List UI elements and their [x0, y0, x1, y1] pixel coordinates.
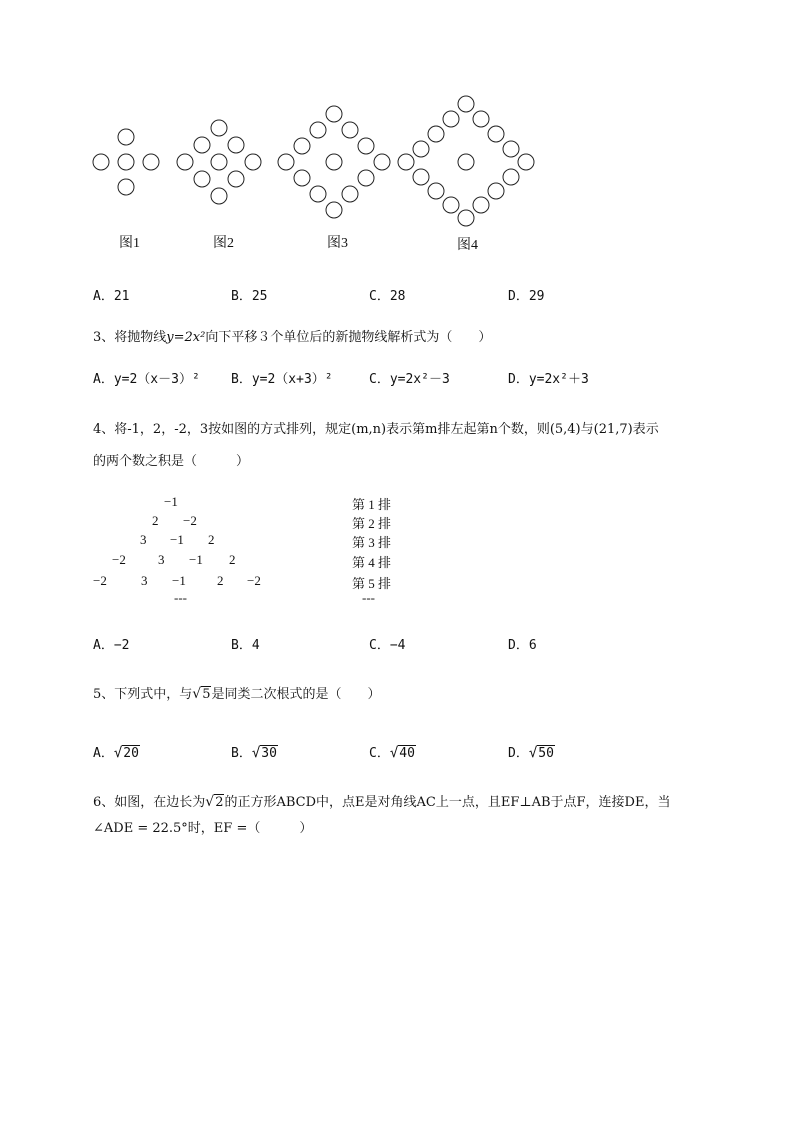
- q4-option-d: D．6: [508, 638, 537, 653]
- figure-1-label: 图1: [119, 236, 140, 251]
- row3-num3: 2: [208, 532, 215, 547]
- question-4-line-2: 的两个数之积是（ ）: [93, 454, 250, 469]
- question-6-line-2: ∠ADE = 22.5°时，EF =（ ）: [93, 821, 313, 836]
- question-3: 3、将抛物线y=2x²向下平移３个单位后的新抛物线解析式为（ ）: [93, 330, 492, 345]
- row4-num3: −1: [189, 552, 203, 567]
- figure-2-label: 图2: [213, 236, 234, 251]
- row2-num2: −2: [183, 513, 197, 528]
- sqrt-expression: √2: [205, 794, 224, 810]
- row1-num1: −1: [164, 494, 178, 509]
- row-label-3: 第 3 排: [352, 535, 392, 550]
- row-label-continuation: ---: [362, 590, 375, 605]
- figure-4: [398, 96, 534, 226]
- question-5: 5、下列式中，与√5是同类二次根式的是（ ）: [93, 686, 381, 702]
- question-6-line-1: 6、如图，在边长为√2的正方形ABCD中，点E是对角线AC上一点，且EF⊥AB于点F，连接DE，当: [93, 794, 671, 810]
- q3-option-b: B．y=2（x+3）²: [231, 372, 333, 387]
- q2-option-d: D．29: [508, 289, 545, 304]
- row5-num1: −2: [93, 573, 107, 588]
- row4-num1: −2: [112, 552, 126, 567]
- q5-option-a: A．√20: [93, 745, 139, 761]
- q2-option-c: C．28: [369, 289, 406, 304]
- q2-option-b: B．25: [231, 289, 268, 304]
- figure-1: [93, 129, 159, 195]
- q5-option-b: B．√30: [231, 745, 277, 761]
- q5-option-d: D．√50: [508, 745, 554, 761]
- row-label-5: 第 5 排: [352, 576, 392, 591]
- row4-num4: 2: [229, 552, 236, 567]
- q3-option-d: D．y=2x²＋3: [508, 372, 589, 387]
- figure-2: [177, 120, 261, 204]
- q5-option-c: C．√40: [369, 745, 415, 761]
- q3-option-c: C．y=2x²－3: [369, 372, 450, 387]
- row4-num2: 3: [158, 552, 165, 567]
- question-4-line-1: 4、将-1，2，-2，3按如图的方式排列，规定(m,n)表示第m排左起第n个数，则(5,4)与(21,7)表示: [93, 422, 659, 437]
- q4-option-b: B．4: [231, 638, 260, 653]
- triangle-continuation: ---: [174, 590, 187, 605]
- figure-3: [278, 106, 390, 218]
- row2-num1: 2: [152, 513, 159, 528]
- q4-option-c: C．−4: [369, 638, 406, 653]
- sqrt-expression: √5: [192, 686, 211, 702]
- figure-4-label: 图4: [457, 238, 478, 253]
- row5-num4: 2: [217, 573, 224, 588]
- row5-num2: 3: [141, 573, 148, 588]
- row3-num1: 3: [140, 532, 147, 547]
- q3-option-a: A．y=2（x－3）²: [93, 372, 200, 387]
- row3-num2: −1: [170, 532, 184, 547]
- row-label-4: 第 4 排: [352, 555, 392, 570]
- figure-3-label: 图3: [327, 236, 348, 251]
- row-label-2: 第 2 排: [352, 516, 392, 531]
- row5-num5: −2: [247, 573, 261, 588]
- circle-pattern-figures: [0, 90, 794, 230]
- row5-num3: −1: [172, 573, 186, 588]
- q4-option-a: A．−2: [93, 638, 130, 653]
- q2-option-a: A．21: [93, 289, 130, 304]
- row-label-1: 第 1 排: [352, 497, 392, 512]
